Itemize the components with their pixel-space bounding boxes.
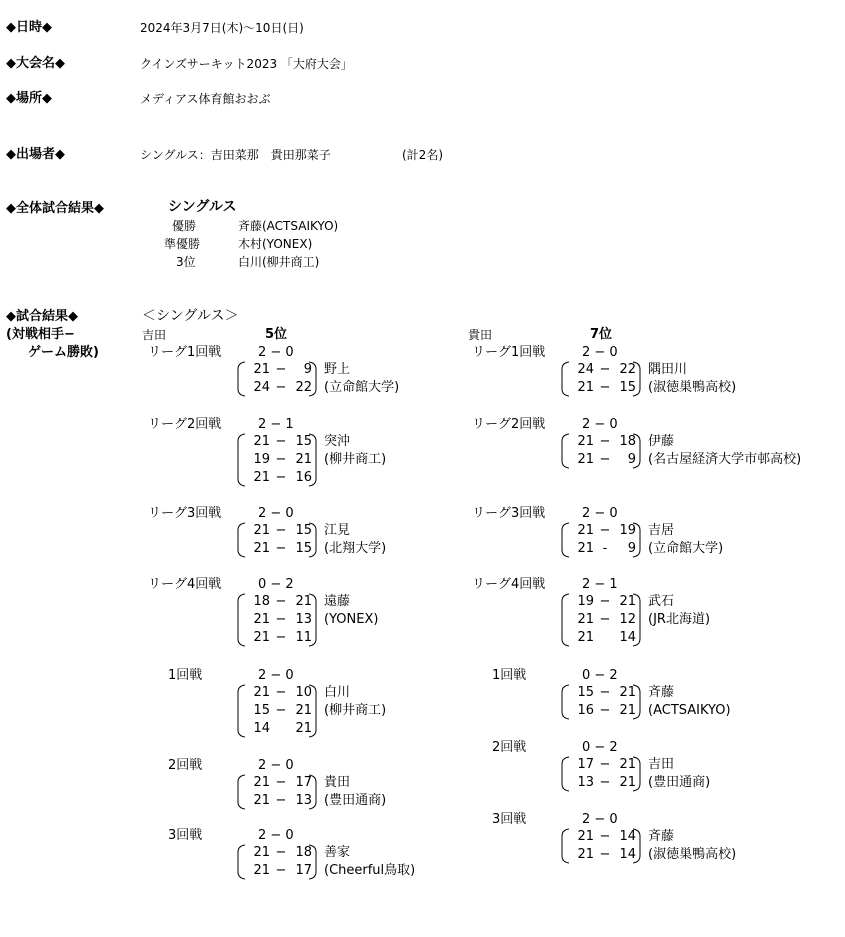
event-label: ◆大会名◆	[6, 56, 65, 71]
game-scores	[248, 593, 312, 647]
right-bracket	[632, 828, 642, 868]
match-total: 2 − 0	[582, 812, 618, 827]
match-round: リーグ2回戦	[148, 417, 222, 432]
game-score: 21 − 15	[253, 523, 312, 538]
results-category: ＜シングルス＞	[142, 308, 239, 324]
left-bracket	[236, 684, 246, 738]
opponent-name: 江見	[324, 523, 351, 538]
match-total: 2 − 0	[258, 506, 294, 521]
overall-category: シングルス	[168, 199, 237, 215]
game-score: 17 − 21	[577, 757, 636, 772]
opponent-team: (柳井商工)	[324, 452, 387, 467]
opponent	[324, 593, 378, 629]
game-score: 21 − 19	[577, 523, 636, 538]
overall-place: 準優勝	[164, 237, 201, 251]
overall-name: 斉藤(ACTSAIKYO)	[238, 219, 339, 233]
event-value: クインズサーキット2023 「大府大会」	[140, 57, 353, 71]
opponent	[324, 774, 386, 810]
match-total: 0 − 2	[258, 577, 294, 592]
right-bracket	[308, 593, 318, 651]
venue-label: ◆場所◆	[6, 91, 52, 106]
entrants-value: シングルス：吉田菜那 貴田那菜子	[140, 148, 331, 162]
left-bracket	[236, 433, 246, 487]
game-score: 21 − 15	[253, 541, 312, 556]
opponent-name: 吉居	[648, 523, 675, 538]
right-bracket	[632, 433, 642, 473]
game-score: 21 − 11	[253, 630, 312, 645]
results-label: ◆試合結果◆	[6, 309, 78, 324]
right-bracket	[308, 684, 318, 742]
right-bracket	[632, 361, 642, 401]
opponent-team: (柳井商工)	[324, 703, 387, 718]
left-bracket	[236, 774, 246, 810]
left-bracket	[560, 756, 570, 792]
right-bracket	[308, 522, 318, 562]
opponent-name: 善家	[324, 845, 351, 860]
match-total: 2 − 1	[582, 577, 618, 592]
game-scores	[572, 756, 636, 792]
match-round: 2回戦	[168, 758, 203, 773]
left-bracket	[236, 844, 246, 880]
left-bracket	[560, 433, 570, 469]
opponent-team: (YONEX)	[324, 612, 379, 627]
opponent-team: (立命館大学)	[648, 541, 724, 556]
opponent-team: (淑徳巣鴨高校)	[648, 380, 737, 395]
game-score: 21 − 15	[253, 434, 312, 449]
game-scores	[572, 593, 636, 647]
opponent	[648, 361, 736, 397]
opponent-name: 伊藤	[648, 434, 675, 449]
opponent	[648, 433, 801, 469]
opponent-team: (ACTSAIKYO)	[648, 703, 731, 718]
game-score: 21 − 13	[253, 612, 312, 627]
player-name: 吉田	[142, 328, 167, 342]
opponent-team: (Cheerful鳥取)	[324, 863, 416, 878]
game-score: 21 − 10	[253, 685, 312, 700]
game-score: 21 − 16	[253, 470, 312, 485]
opponent	[324, 684, 386, 720]
right-bracket	[632, 522, 642, 562]
game-score: 19 − 21	[253, 452, 312, 467]
game-score: 21 14	[577, 630, 636, 645]
game-score: 24 − 22	[577, 362, 636, 377]
opponent	[648, 756, 710, 792]
game-score: 16 − 21	[577, 703, 636, 718]
game-scores	[248, 522, 312, 558]
player-rank: 7位	[590, 327, 613, 342]
overall-place: 3位	[176, 255, 196, 269]
match-round: 1回戦	[492, 668, 527, 683]
game-score: 21 − 13	[253, 793, 312, 808]
match-total: 2 − 0	[258, 345, 294, 360]
match-total: 2 − 0	[582, 506, 618, 521]
game-score: 15 − 21	[253, 703, 312, 718]
opponent-name: 貴田	[324, 775, 351, 790]
opponent	[648, 684, 731, 720]
right-bracket	[308, 774, 318, 814]
match-total: 2 − 1	[258, 417, 294, 432]
game-score: 19 − 21	[577, 594, 636, 609]
match-total: 2 − 0	[582, 417, 618, 432]
game-scores	[572, 684, 636, 720]
left-bracket	[236, 593, 246, 647]
match-round: 3回戦	[492, 812, 527, 827]
match-round: 2回戦	[492, 740, 527, 755]
player-rank: 5位	[265, 327, 288, 342]
overall-name: 白川(柳井商工)	[238, 255, 320, 269]
results-sub1: (対戦相手−	[6, 327, 75, 342]
game-score: 21 − 18	[253, 845, 312, 860]
overall-label: ◆全体試合結果◆	[6, 201, 104, 216]
game-scores	[248, 433, 312, 487]
opponent-team: (北翔大学)	[324, 541, 387, 556]
opponent-team: (淑徳巣鴨高校)	[648, 847, 737, 862]
opponent-team: (豊田通商)	[324, 793, 387, 808]
left-bracket	[560, 684, 570, 720]
date-value: 2024年3月7日(木)〜10日(日)	[140, 21, 304, 35]
results-sub2: ゲーム勝敗)	[28, 345, 99, 360]
right-bracket	[632, 684, 642, 724]
game-score: 21 − 9	[577, 452, 636, 467]
right-bracket	[308, 361, 318, 401]
match-round: リーグ2回戦	[472, 417, 546, 432]
left-bracket	[236, 361, 246, 397]
left-bracket	[236, 522, 246, 558]
overall-place: 優勝	[172, 219, 197, 233]
opponent-team: (JR北海道)	[648, 612, 711, 627]
opponent-name: 武石	[648, 594, 675, 609]
entrants-total: (計2名)	[402, 148, 443, 162]
game-scores	[248, 684, 312, 738]
entrants-label: ◆出場者◆	[6, 147, 65, 162]
game-score: 21 - 9	[577, 541, 636, 556]
match-total: 0 − 2	[582, 740, 618, 755]
game-score: 21 − 14	[577, 847, 636, 862]
game-score: 21 − 12	[577, 612, 636, 627]
game-scores	[248, 361, 312, 397]
match-round: リーグ1回戦	[148, 345, 222, 360]
left-bracket	[560, 828, 570, 864]
match-total: 2 − 0	[258, 668, 294, 683]
game-scores	[572, 828, 636, 864]
game-scores	[572, 361, 636, 397]
opponent	[324, 844, 415, 880]
match-round: リーグ3回戦	[148, 506, 222, 521]
game-score: 21 − 18	[577, 434, 636, 449]
opponent-name: 斉藤	[648, 829, 675, 844]
left-bracket	[560, 522, 570, 558]
game-score: 13 − 21	[577, 775, 636, 790]
opponent-name: 斉藤	[648, 685, 675, 700]
game-score: 18 − 21	[253, 594, 312, 609]
right-bracket	[632, 593, 642, 651]
left-bracket	[560, 361, 570, 397]
opponent-team: (立命館大学)	[324, 380, 400, 395]
match-round: 1回戦	[168, 668, 203, 683]
match-round: 3回戦	[168, 828, 203, 843]
right-bracket	[308, 844, 318, 884]
opponent	[324, 361, 399, 397]
opponent	[324, 522, 386, 558]
game-scores	[248, 774, 312, 810]
game-score: 21 − 17	[253, 775, 312, 790]
right-bracket	[632, 756, 642, 796]
match-round: リーグ4回戦	[148, 577, 222, 592]
opponent-name: 吉田	[648, 757, 675, 772]
player-name: 貴田	[468, 328, 493, 342]
opponent	[648, 522, 723, 558]
match-total: 2 − 0	[258, 828, 294, 843]
game-score: 14 21	[253, 721, 312, 736]
opponent	[648, 593, 710, 629]
match-total: 2 − 0	[258, 758, 294, 773]
match-round: リーグ3回戦	[472, 506, 546, 521]
game-score: 21 − 17	[253, 863, 312, 878]
game-score: 21 − 15	[577, 380, 636, 395]
game-score: 21 − 14	[577, 829, 636, 844]
right-bracket	[308, 433, 318, 491]
game-score: 21 − 9	[253, 362, 312, 377]
game-scores	[248, 844, 312, 880]
opponent-team: (名古屋経済大学市邨高校)	[648, 452, 802, 467]
game-score: 24 − 22	[253, 380, 312, 395]
date-label: ◆日時◆	[6, 20, 52, 35]
overall-name: 木村(YONEX)	[238, 237, 313, 251]
opponent-team: (豊田通商)	[648, 775, 711, 790]
opponent-name: 遠藤	[324, 594, 351, 609]
match-total: 0 − 2	[582, 668, 618, 683]
opponent	[324, 433, 386, 469]
opponent	[648, 828, 736, 864]
match-total: 2 − 0	[582, 345, 618, 360]
left-bracket	[560, 593, 570, 647]
opponent-name: 野上	[324, 362, 351, 377]
match-round: リーグ1回戦	[472, 345, 546, 360]
opponent-name: 白川	[324, 685, 351, 700]
game-score: 15 − 21	[577, 685, 636, 700]
opponent-name: 隅田川	[648, 362, 688, 377]
game-scores	[572, 433, 636, 469]
venue-value: メディアス体育館おおぶ	[140, 92, 271, 106]
game-scores	[572, 522, 636, 558]
opponent-name: 突沖	[324, 434, 351, 449]
match-round: リーグ4回戦	[472, 577, 546, 592]
